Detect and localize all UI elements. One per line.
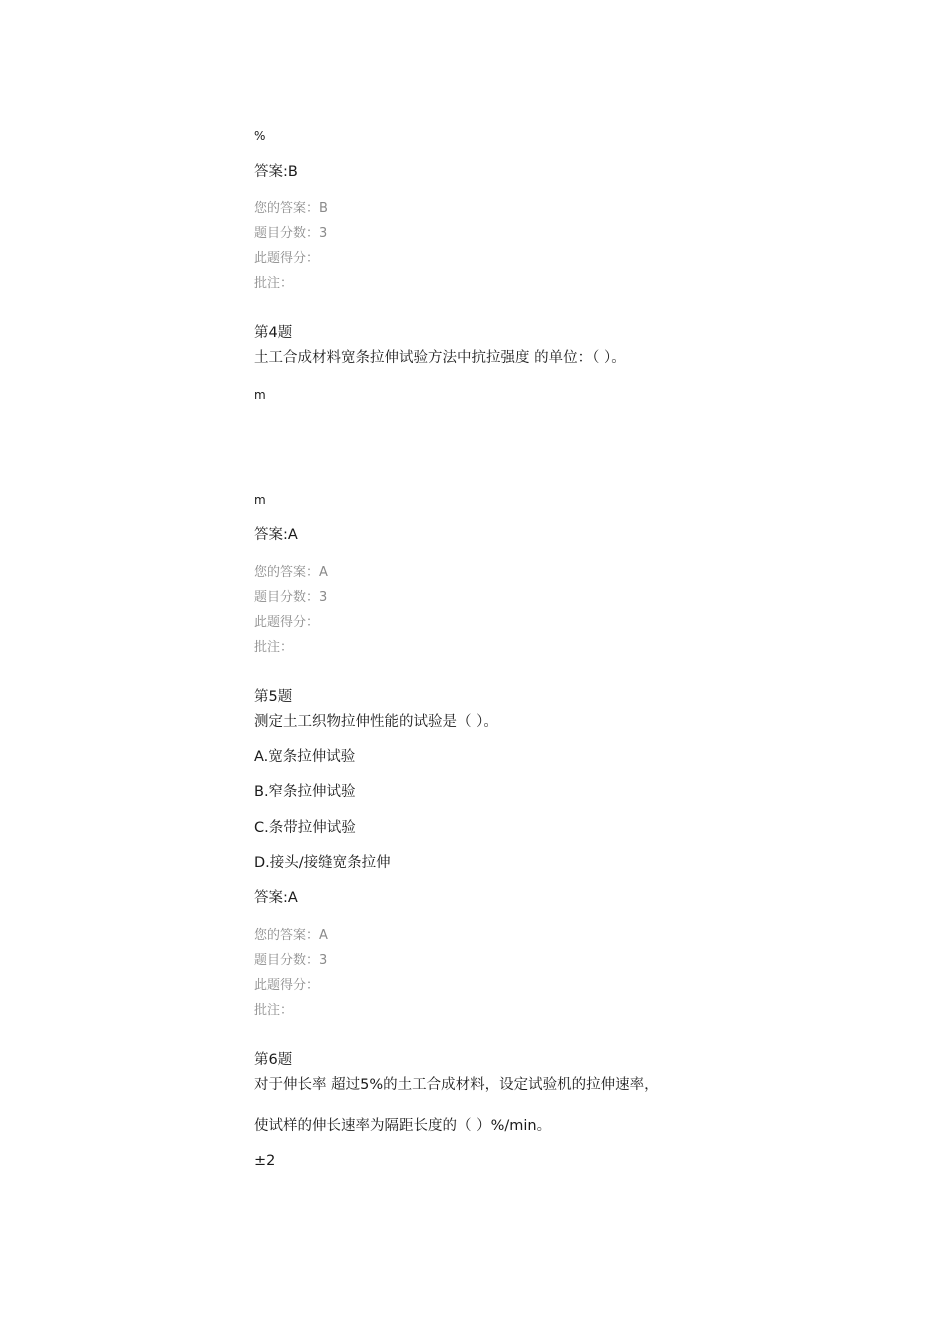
q3-answer: 答案:B [254, 164, 298, 180]
q4-note: 批注： [254, 640, 294, 655]
q3-note: 批注： [254, 276, 294, 291]
q4-your-answer: 您的答案：A [254, 565, 328, 580]
q5-your-answer: 您的答案：A [254, 928, 328, 943]
q5-note: 批注： [254, 1003, 294, 1018]
q4-number: 第4题 [254, 325, 293, 341]
q4-answer: 答案:A [254, 527, 298, 543]
q5-option-a: A.宽条拉伸试验 [254, 749, 356, 765]
q6-stem-line-1: 对于伸长率 超过5%的土工合成材料，设定试验机的拉伸速率， [254, 1077, 659, 1093]
q3-your-answer: 您的答案：B [254, 201, 328, 216]
q5-option-b: B.窄条拉伸试验 [254, 784, 356, 800]
q5-answer: 答案:A [254, 890, 298, 906]
q3-option-fragment: % [254, 129, 266, 143]
q5-earned: 此题得分： [254, 978, 320, 993]
q5-option-c: C.条带拉伸试验 [254, 820, 356, 836]
q5-option-d: D.接头/接缝宽条拉伸 [254, 855, 391, 871]
q5-stem: 测定土工织物拉伸性能的试验是（ ）。 [254, 714, 498, 730]
q6-stem-line-2: 使试样的伸长速率为隔距长度的（ ）%/min。 [254, 1118, 552, 1134]
q5-score: 题目分数：3 [254, 953, 328, 968]
q3-earned: 此题得分： [254, 251, 320, 266]
q4-earned: 此题得分： [254, 615, 320, 630]
q4-option-fragment-2: m [254, 493, 266, 507]
q5-number: 第5题 [254, 689, 293, 705]
q6-number: 第6题 [254, 1052, 293, 1068]
q4-score: 题目分数：3 [254, 590, 328, 605]
q4-option-fragment-1: m [254, 388, 266, 402]
q6-option-fragment: ±2 [254, 1153, 276, 1169]
q3-score: 题目分数：3 [254, 226, 328, 241]
q4-stem: 土工合成材料宽条拉伸试验方法中抗拉强度 的单位：（ ）。 [254, 350, 626, 366]
